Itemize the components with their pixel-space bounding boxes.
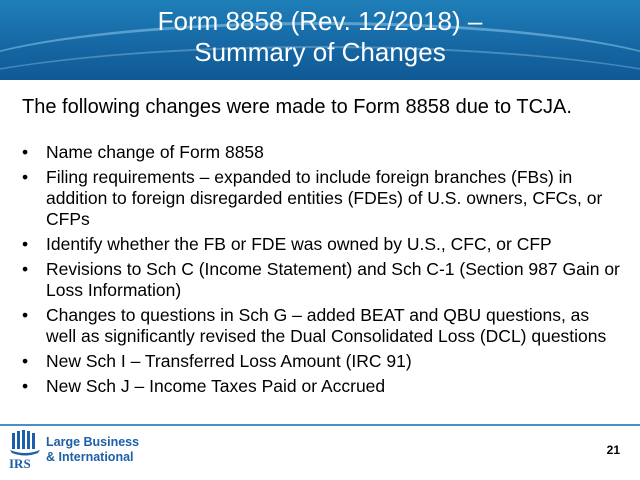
bullet-item (0, 142, 640, 163)
title-banner (0, 0, 640, 80)
logo-wing (10, 450, 40, 456)
slide-title-line-2: Summary of Changes (194, 37, 446, 67)
bullet-text: Identify whether the FB or FDE was owned by U.S., CFC, or CFP (46, 234, 552, 254)
logo-bar (32, 433, 35, 449)
bullet-dot: • (22, 376, 29, 396)
bullet-dot: • (22, 167, 29, 187)
bullet-text: Filing requirements – expanded to include foreign branches (FBs) in addition to foreign disregarded entities (FDEs) of U.S. owners, CFCs, or CFPs (46, 167, 603, 229)
bullet-dot: • (22, 351, 29, 371)
slide-title-line-1: Form 8858 (Rev. 12/2018) – (157, 6, 483, 36)
bullet-text: New Sch I – Transferred Loss Amount (IRC 91) (46, 351, 412, 371)
bullet-text: Revisions to Sch C (Income Statement) and Sch C-1 (Section 987 Gain or Loss Information) (46, 259, 620, 300)
bullet-dot: • (22, 234, 29, 254)
irs-eagle-logo-icon (8, 430, 42, 470)
logo-bar (22, 430, 25, 449)
bullet-item (0, 234, 640, 255)
logo-bar (27, 431, 30, 449)
bullet-item (0, 376, 640, 397)
bullet-item (0, 259, 640, 301)
bullet-item (0, 167, 640, 230)
page-number: 21 (606, 443, 620, 457)
logo-bar (12, 433, 15, 449)
org-name-line-2: & International (46, 450, 134, 464)
bullet-list (0, 142, 640, 401)
slide-title (0, 6, 640, 68)
intro-text: The following changes were made to Form 8858 due to TCJA. (22, 96, 572, 118)
bullet-text: New Sch J – Income Taxes Paid or Accrued (46, 376, 386, 396)
logo-bar (17, 431, 20, 449)
bullet-dot: • (22, 142, 29, 162)
org-name (46, 435, 139, 465)
bullet-item (0, 351, 640, 372)
bullet-text: Name change of Form 8858 (46, 142, 264, 162)
bullet-dot: • (22, 259, 29, 279)
bullet-item (0, 305, 640, 347)
bullet-text: Changes to questions in Sch G – added BEAT and QBU questions, as well as significantly revised the Dual Consolidated Loss (DCL) questions (46, 305, 607, 346)
bullet-dot: • (22, 305, 29, 325)
footer-divider (0, 424, 640, 426)
logo-text: IRS (9, 456, 31, 470)
org-name-line-1: Large Business (46, 435, 140, 449)
